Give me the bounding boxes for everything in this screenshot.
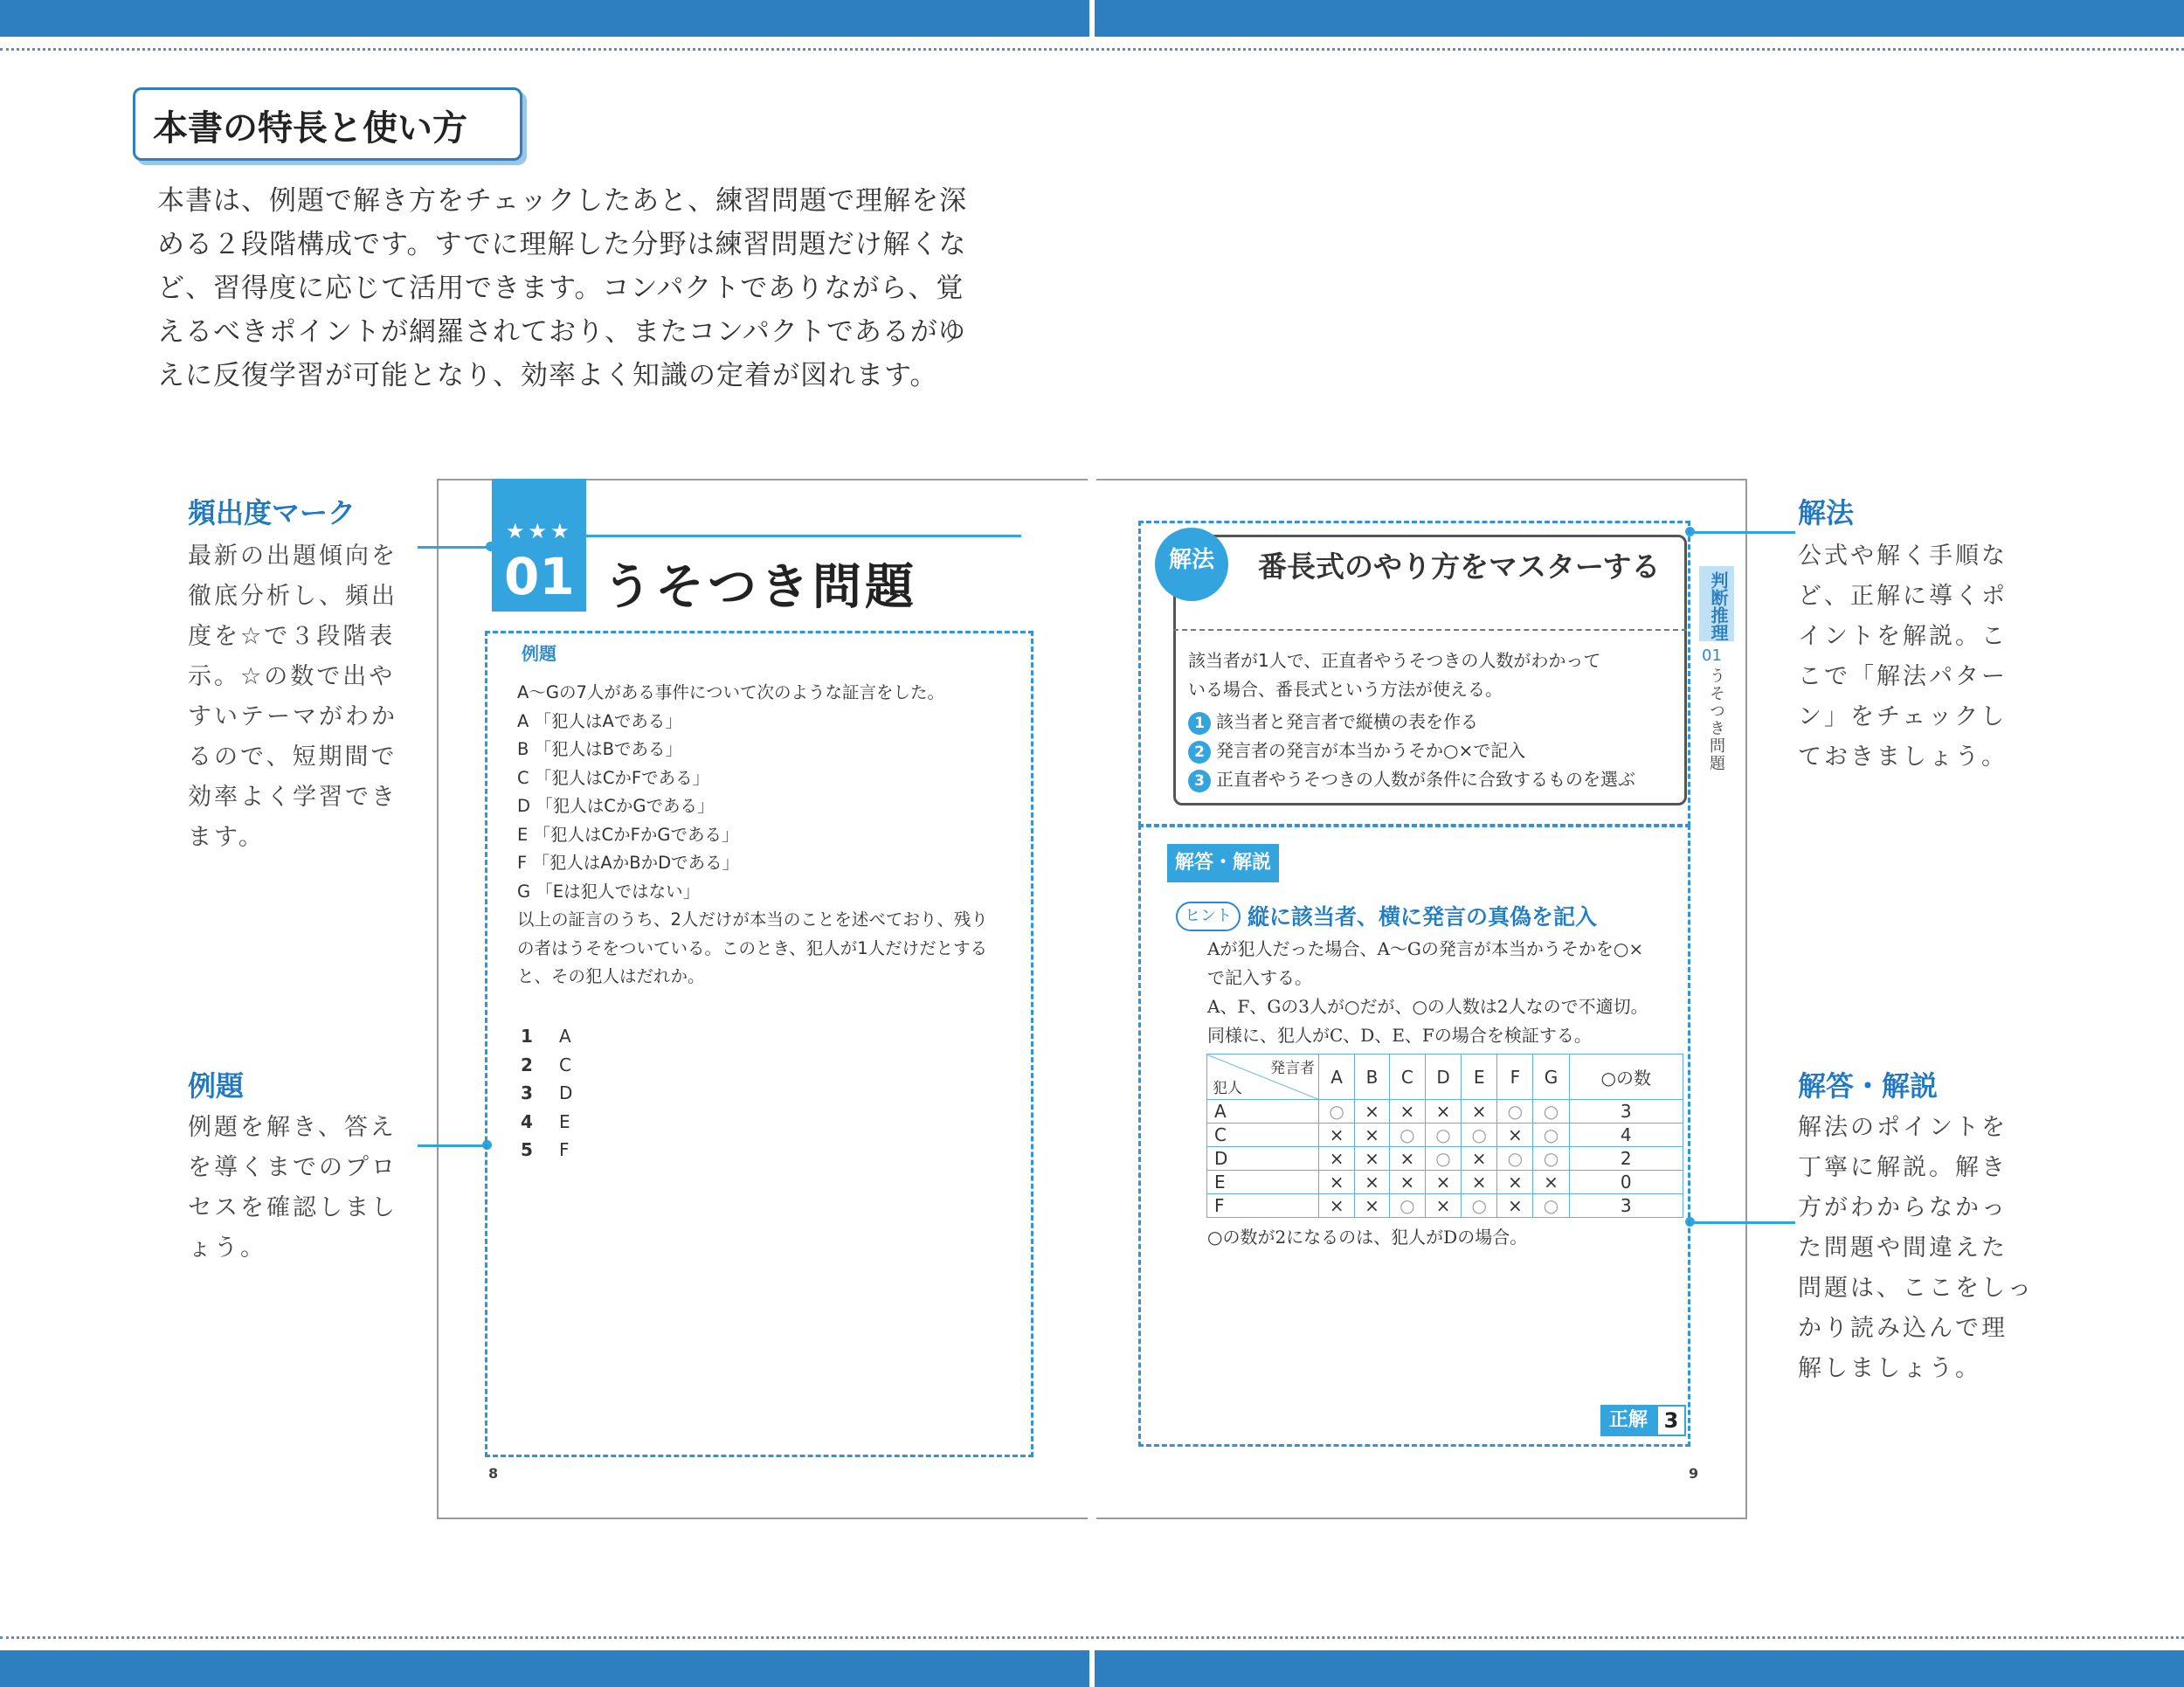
column-header: ○の数 xyxy=(1569,1054,1683,1100)
annotation-line: すいテーマがわか xyxy=(188,703,397,730)
annotation-example-title: 例題 xyxy=(188,1069,245,1103)
column-header: E xyxy=(1462,1054,1497,1100)
stars-icon: ★★★ xyxy=(506,519,573,543)
table-cell: ○ xyxy=(1319,1100,1355,1124)
choice-item xyxy=(521,1051,572,1080)
table-cell: × xyxy=(1389,1171,1425,1194)
table-cell: ○ xyxy=(1462,1124,1497,1147)
example-line: と、その犯人はだれか。 xyxy=(517,966,705,986)
column-header: G xyxy=(1533,1054,1569,1100)
annotation-line: ょう。 xyxy=(188,1234,266,1262)
example-line: B 「犯人はBである」 xyxy=(517,739,682,759)
annotation-line: を導くまでのプロ xyxy=(188,1154,397,1181)
method-intro xyxy=(1188,646,1677,704)
intro-line: ど、習得度に応じて活用できます。コンパクトでありながら、覚 xyxy=(157,273,964,304)
correct-answer xyxy=(1600,1405,1686,1436)
step-text: 該当者と発言者で縦横の表を作る xyxy=(1216,711,1478,732)
annotation-line: ます。 xyxy=(188,824,265,851)
page-number-right: 9 xyxy=(1689,1465,1699,1482)
example-line: F 「犯人はAかBかDである」 xyxy=(517,853,740,873)
table-cell: 3 xyxy=(1569,1194,1683,1218)
choice-text: D xyxy=(559,1082,573,1103)
page-title-box xyxy=(133,87,522,161)
table-corner xyxy=(1207,1054,1319,1100)
conclusion-text: ○の数が2になるのは、犯人がDの場合。 xyxy=(1207,1227,1528,1248)
table-cell: ○ xyxy=(1533,1100,1569,1124)
example-line: C 「犯人はCかFである」 xyxy=(517,767,710,788)
leader-line-frequency xyxy=(418,546,492,549)
annotation-line: 解法のポイントを xyxy=(1798,1114,2008,1141)
choice-item xyxy=(521,1108,572,1137)
column-header: C xyxy=(1389,1054,1425,1100)
choice-item xyxy=(521,1136,572,1165)
table-cell: 0 xyxy=(1569,1171,1683,1194)
method-step xyxy=(1188,708,1478,735)
annotation-line: 最新の出題傾向を xyxy=(188,543,397,570)
table-cell: × xyxy=(1355,1147,1390,1171)
table-row xyxy=(1207,1194,1683,1218)
example-line: A～Gの7人がある事件について次のような証言をした。 xyxy=(517,682,944,702)
correct-label: 正解 xyxy=(1600,1405,1656,1436)
annotation-answer-title: 解答・解説 xyxy=(1798,1069,1939,1103)
choice-number: 1 xyxy=(521,1026,533,1047)
annotation-line: こで「解法パター xyxy=(1798,663,2008,690)
table-cell: × xyxy=(1497,1171,1533,1194)
annotation-line: 公式や解く手順な xyxy=(1798,543,2008,570)
truth-table xyxy=(1206,1054,1683,1218)
table-cell: ○ xyxy=(1533,1147,1569,1171)
column-header: A xyxy=(1319,1054,1355,1100)
chapter-title: うそつき問題 xyxy=(603,559,917,616)
corner-bottom-label: 犯人 xyxy=(1213,1080,1242,1097)
example-line: の者はうそをついている。このとき、犯人が1人だけだとする xyxy=(517,937,988,958)
table-cell: × xyxy=(1533,1171,1569,1194)
method-step xyxy=(1188,765,1635,792)
example-line: D 「犯人はCかGである」 xyxy=(517,796,715,816)
side-tab-number: 01 xyxy=(1702,646,1722,665)
method-badge: 解法 xyxy=(1155,528,1228,601)
table-cell: × xyxy=(1355,1100,1390,1124)
annotation-line: た問題や間違えた xyxy=(1798,1234,2008,1262)
table-cell: 2 xyxy=(1569,1147,1683,1171)
table-cell: × xyxy=(1355,1194,1390,1218)
choice-text: A xyxy=(559,1026,571,1047)
choice-text: E xyxy=(559,1110,570,1132)
answer-choices xyxy=(521,1022,572,1165)
method-divider xyxy=(1173,629,1687,631)
table-cell: ○ xyxy=(1533,1124,1569,1147)
table-cell: ○ xyxy=(1533,1194,1569,1218)
top-band-gutter xyxy=(1089,0,1095,37)
table-cell: × xyxy=(1497,1194,1533,1218)
row-header: E xyxy=(1207,1171,1319,1194)
annotation-method-body xyxy=(1798,536,2008,778)
answer-line: A、F、Gの3人が○だが、○の人数は2人なので不適切。 xyxy=(1207,996,1648,1017)
row-header: A xyxy=(1207,1100,1319,1124)
annotation-line: 丁寧に解説。解き xyxy=(1798,1154,2008,1181)
side-tab-title: うそつき問題 xyxy=(1707,667,1725,772)
method-title: 番長式のやり方をマスターする xyxy=(1258,550,1661,584)
example-text xyxy=(517,679,1024,992)
table-body xyxy=(1207,1100,1683,1218)
table-cell: 3 xyxy=(1569,1100,1683,1124)
annotation-line: セスを確認しまし xyxy=(188,1194,397,1221)
choice-number: 4 xyxy=(521,1110,533,1132)
table-cell: × xyxy=(1425,1171,1461,1194)
intro-text xyxy=(157,179,978,398)
table-cell: × xyxy=(1389,1147,1425,1171)
table-row xyxy=(1207,1147,1683,1171)
row-header: D xyxy=(1207,1147,1319,1171)
table-cell: ○ xyxy=(1425,1124,1461,1147)
step-number: 1 xyxy=(1188,712,1211,735)
answer-line: Aが犯人だった場合、A～Gの発言が本当かうそかを○× xyxy=(1207,938,1644,959)
annotation-line: 示。☆の数で出や xyxy=(188,663,396,690)
example-line: 以上の証言のうち、2人だけが本当のことを述べており、残り xyxy=(517,909,988,930)
annotation-line: 方がわからなかっ xyxy=(1798,1194,2008,1221)
example-line: E 「犯人はCかFかGである」 xyxy=(517,824,739,845)
annotation-line: ど、正解に導くポ xyxy=(1798,583,2008,610)
chapter-rule xyxy=(586,535,1021,537)
correct-value: 3 xyxy=(1656,1405,1686,1436)
table-cell: × xyxy=(1462,1100,1497,1124)
table-cell: ○ xyxy=(1389,1124,1425,1147)
choice-number: 2 xyxy=(521,1054,533,1075)
table-cell: × xyxy=(1462,1171,1497,1194)
table-cell: × xyxy=(1497,1124,1533,1147)
table-cell: × xyxy=(1319,1171,1355,1194)
table-cell: × xyxy=(1355,1171,1390,1194)
annotation-line: 徹底分析し、頻出 xyxy=(188,583,397,610)
page-title: 本書の特長と使い方 xyxy=(153,108,467,149)
leader-line-example xyxy=(418,1144,487,1147)
annotation-line: ておきましょう。 xyxy=(1798,743,2008,771)
hint-badge: ヒント xyxy=(1176,902,1241,931)
choice-number: 5 xyxy=(521,1139,533,1160)
answer-text xyxy=(1207,935,1692,1050)
table-cell: ○ xyxy=(1462,1194,1497,1218)
example-line: G 「Eは犯人ではない」 xyxy=(517,881,701,902)
annotation-line: るので、短期間で xyxy=(188,743,397,771)
side-tab xyxy=(1699,566,1734,641)
side-tab-label: 判断推理 xyxy=(1708,571,1729,641)
step-text: 発言者の発言が本当かうそか○×で記入 xyxy=(1216,740,1526,761)
annotation-line: 効率よく学習でき xyxy=(188,784,397,811)
intro-line: める２段階構成です。すでに理解した分野は練習問題だけ解くな xyxy=(157,229,967,260)
table-cell: × xyxy=(1425,1100,1461,1124)
table-cell: × xyxy=(1319,1124,1355,1147)
choice-item xyxy=(521,1022,572,1051)
choice-number: 3 xyxy=(521,1082,533,1103)
row-header: F xyxy=(1207,1194,1319,1218)
answer-line: 同様に、犯人がC、D、E、Fの場合を検証する。 xyxy=(1207,1025,1592,1046)
annotation-line: 例題を解き、答え xyxy=(188,1114,397,1141)
table-cell: × xyxy=(1462,1147,1497,1171)
choice-item xyxy=(521,1079,572,1108)
annotation-example-body xyxy=(188,1108,397,1269)
table-cell: ○ xyxy=(1425,1147,1461,1171)
annotation-line: 度を☆で３段階表 xyxy=(188,623,396,650)
hint-title: 縦に該当者、横に発言の真偽を記入 xyxy=(1248,904,1598,930)
table-cell: ○ xyxy=(1497,1147,1533,1171)
corner-top-label: 発言者 xyxy=(1270,1060,1315,1077)
method-step xyxy=(1188,736,1525,764)
table-row xyxy=(1207,1171,1683,1194)
annotation-method-title: 解法 xyxy=(1798,496,1855,529)
example-line: A 「犯人はAである」 xyxy=(517,710,682,731)
chapter-number: 01 xyxy=(504,547,575,606)
answer-line: で記入する。 xyxy=(1207,967,1312,988)
intro-line: えに反復学習が可能となり、効率よく知識の定着が図れます。 xyxy=(157,360,938,391)
table-cell: ○ xyxy=(1389,1194,1425,1218)
table-cell: ○ xyxy=(1497,1100,1533,1124)
intro-line: 本書は、例題で解き方をチェックしたあと、練習問題で理解を深 xyxy=(157,185,968,217)
step-text: 正直者やうそつきの人数が条件に合致するものを選ぶ xyxy=(1216,769,1635,790)
table-cell: × xyxy=(1319,1194,1355,1218)
table-header-row xyxy=(1207,1054,1683,1100)
top-dotted-rule xyxy=(0,48,2184,51)
intro-line: えるべきポイントが網羅されており、またコンパクトであるがゆ xyxy=(157,316,966,348)
annotation-line: 問題は、ここをしっ xyxy=(1798,1275,2034,1302)
annotation-line: ン」をチェックし xyxy=(1798,703,2008,730)
column-header: D xyxy=(1425,1054,1461,1100)
table-cell: × xyxy=(1319,1147,1355,1171)
choice-text: F xyxy=(559,1139,570,1160)
column-header: B xyxy=(1355,1054,1390,1100)
annotation-frequency-body xyxy=(188,536,397,858)
method-intro-line: いる場合、番長式という方法が使える。 xyxy=(1188,679,1503,700)
step-number: 2 xyxy=(1188,741,1211,764)
bottom-band-gutter xyxy=(1089,1650,1095,1687)
bottom-dotted-rule xyxy=(0,1636,2184,1639)
page-number-left: 8 xyxy=(488,1465,499,1482)
table-row xyxy=(1207,1124,1683,1147)
example-label: 例題 xyxy=(522,643,556,664)
table-cell: × xyxy=(1355,1124,1390,1147)
table-cell: × xyxy=(1389,1100,1425,1124)
step-number: 3 xyxy=(1188,770,1211,792)
annotation-line: イントを解説。こ xyxy=(1798,623,2008,650)
table-cell: × xyxy=(1425,1194,1461,1218)
choice-text: C xyxy=(559,1054,571,1075)
method-intro-line: 該当者が1人で、正直者やうそつきの人数がわかって xyxy=(1188,650,1601,671)
row-header: C xyxy=(1207,1124,1319,1147)
column-header: F xyxy=(1497,1054,1533,1100)
leader-line-method xyxy=(1690,531,1795,534)
frequency-mark xyxy=(492,479,586,612)
table-row xyxy=(1207,1100,1683,1124)
leader-line-answer xyxy=(1690,1221,1795,1224)
annotation-line: 解しましょう。 xyxy=(1798,1355,1981,1382)
annotation-frequency-title: 頻出度マーク xyxy=(188,496,356,529)
annotation-answer-body xyxy=(1798,1108,2034,1389)
annotation-line: かり読み込んで理 xyxy=(1798,1315,2008,1342)
answer-label: 解答・解説 xyxy=(1167,844,1279,882)
table-cell: 4 xyxy=(1569,1124,1683,1147)
